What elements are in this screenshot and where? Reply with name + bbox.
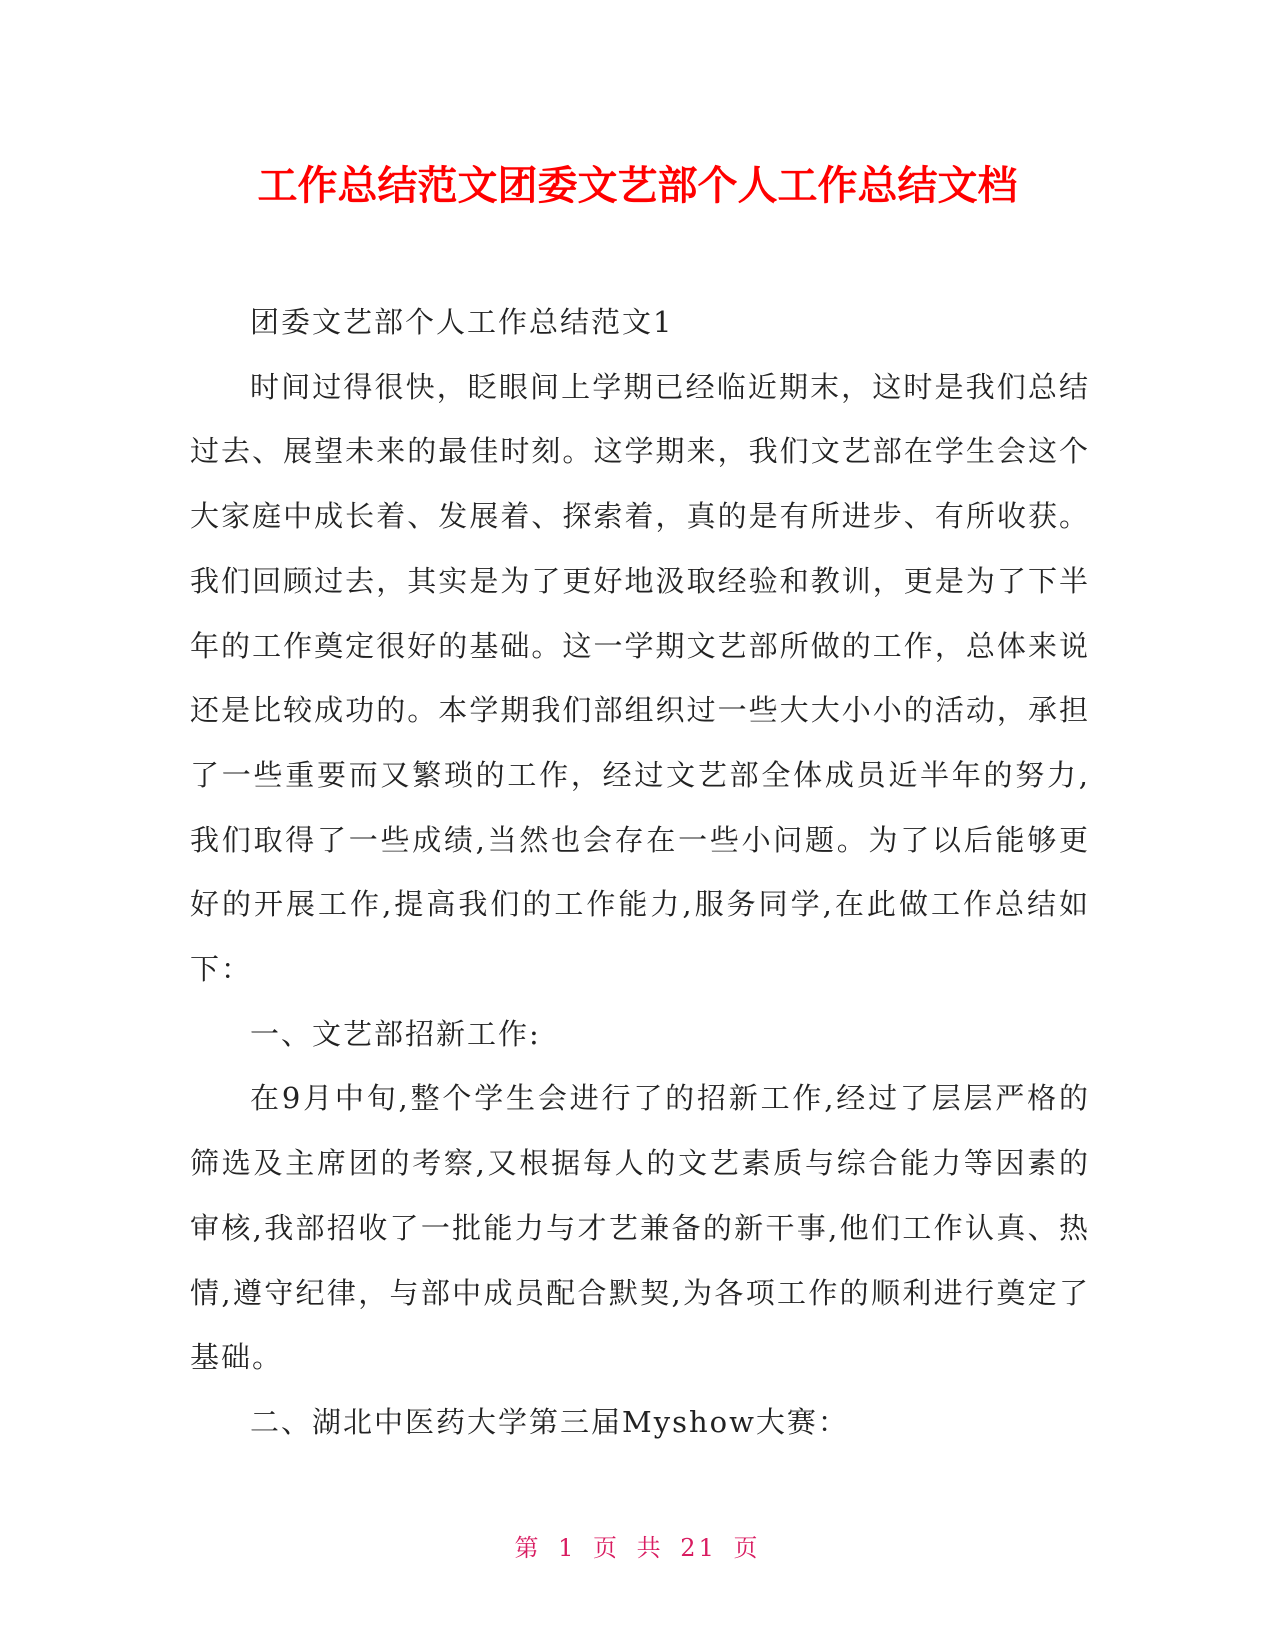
page-number-footer: 第 1 页 共 21 页 bbox=[514, 1534, 761, 1562]
document-title: 工作总结范文团委文艺部个人工作总结文档 bbox=[257, 163, 1018, 209]
document-body bbox=[190, 290, 1090, 1455]
body-paragraph: 时间过得很快，眨眼间上学期已经临近期末，这时是我们总结过去、展望未来的最佳时刻。这学期来，我们文艺部在学生会这个大家庭中成长着、发展着、探索着，真的是有所进步、有所收获。我们回顾过去，其实是为了更好地汲取经验和教训，更是为了下半年的工作奠定很好的基础。这一学期文艺部所做的工作，总体来说还是比较成功的。本学期我们部组织过一些大大小小的活动，承担了一些重要而又繁琐的工作，经过文艺部全体成员近半年的努力,我们取得了一些成绩,当然也会存在一些小问题。为了以后能够更好的开展工作,提高我们的工作能力,服务同学,在此做工作总结如下： bbox=[190, 369, 1090, 987]
section-heading: 二、湖北中医药大学第三届Myshow大赛： bbox=[250, 1404, 849, 1439]
section-heading: 团委文艺部个人工作总结范文1 bbox=[250, 305, 674, 339]
body-paragraph: 在9月中旬,整个学生会进行了的招新工作,经过了层层严格的筛选及主席团的考察,又根据每人的文艺素质与综合能力等因素的审核,我部招收了一批能力与才艺兼备的新干事,他们工作认真、热情,遵守纪律，与部中成员配合默契,为各项工作的顺利进行奠定了基础。 bbox=[190, 1081, 1090, 1375]
section-heading: 一、文艺部招新工作: bbox=[250, 1016, 541, 1051]
